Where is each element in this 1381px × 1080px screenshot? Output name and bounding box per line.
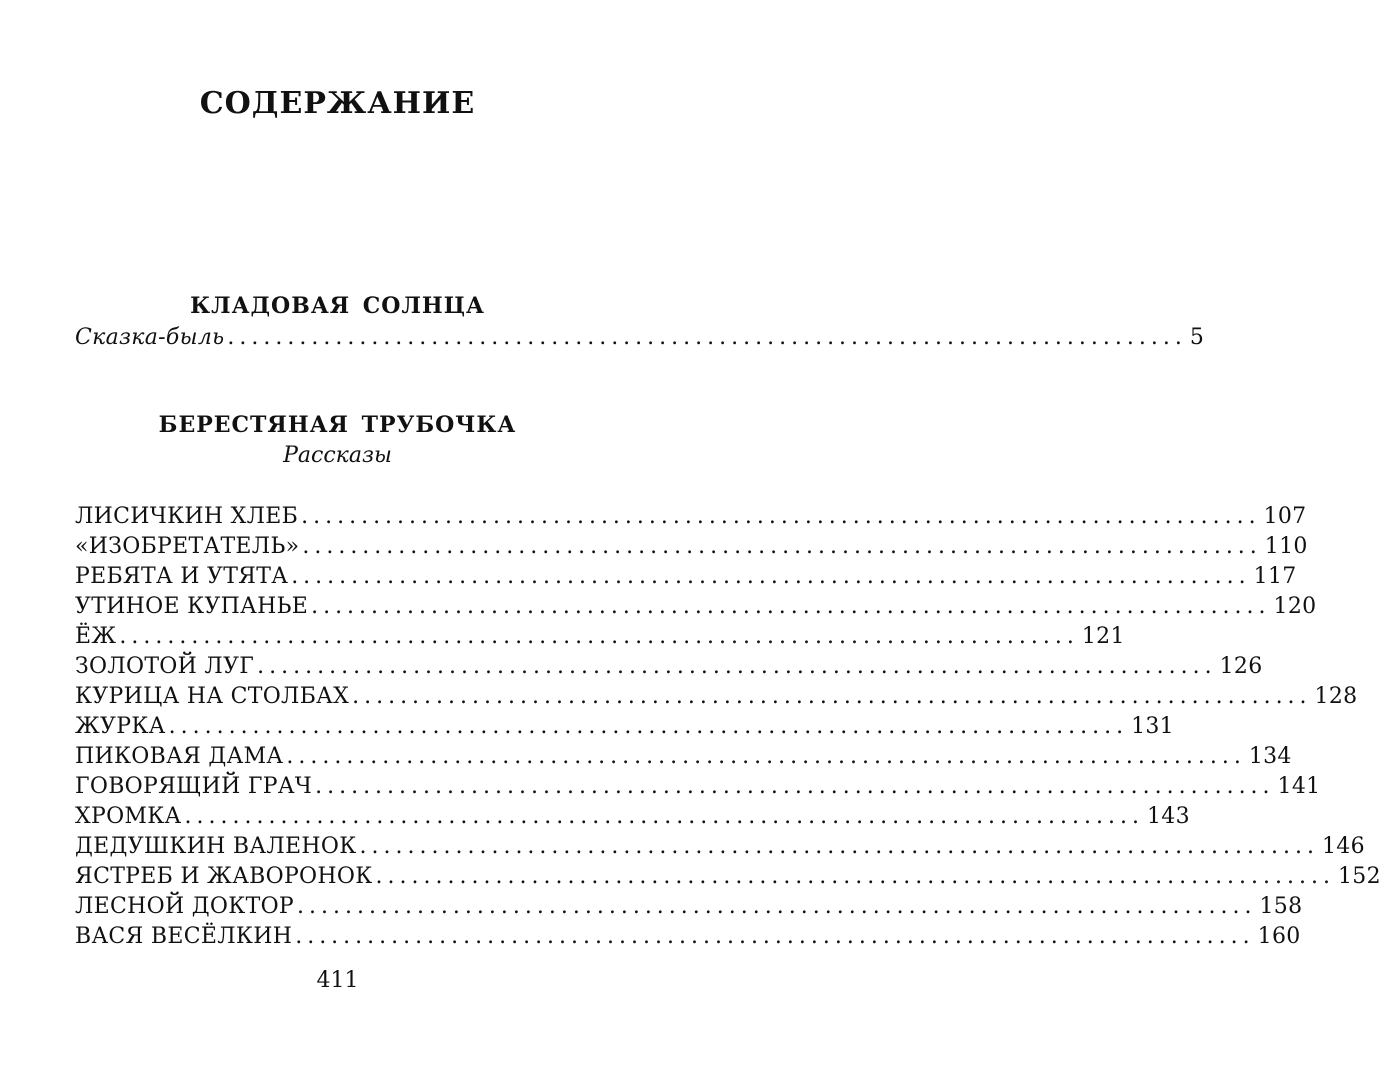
toc-entry[interactable] xyxy=(75,682,1358,712)
toc-entry[interactable] xyxy=(75,323,1205,353)
page-title: СОДЕРЖАНИЕ xyxy=(199,86,476,121)
dot-leader: ................................................................................ xyxy=(315,774,1275,799)
dot-leader: ................................................................................ xyxy=(301,504,1261,529)
toc-entry-title: ЛЕСНОЙ ДОКТОР xyxy=(75,894,295,919)
toc-entry-title: ПИКОВАЯ ДАМА xyxy=(75,744,284,769)
toc-entry[interactable] xyxy=(75,622,1125,652)
toc-entry-page: 110 xyxy=(1264,534,1308,559)
toc-entry[interactable] xyxy=(75,742,1292,772)
dot-leader: ................................................................................ xyxy=(291,564,1251,589)
dot-leader: ................................................................................ xyxy=(311,594,1271,619)
toc-entry-title: ЁЖ xyxy=(75,624,117,649)
toc-entry[interactable] xyxy=(75,652,1263,682)
toc-entry-title: ЛИСИЧКИН ХЛЕБ xyxy=(75,504,299,529)
toc-entry[interactable] xyxy=(75,502,1307,532)
dot-leader: ................................................................................ xyxy=(286,744,1246,769)
toc-entry-title: Сказка-быль xyxy=(75,325,225,350)
toc-entry-page: 141 xyxy=(1277,774,1321,799)
dot-leader: ................................................................................ xyxy=(295,924,1255,949)
dot-leader: ................................................................................ xyxy=(168,714,1129,739)
toc-entry-page: 146 xyxy=(1321,834,1365,859)
toc-entry-title: КУРИЦА НА СТОЛБАХ xyxy=(75,684,350,709)
dot-leader: ................................................................................ xyxy=(227,325,1187,350)
toc-entry[interactable] xyxy=(75,772,1321,802)
toc-entry-title: РЕБЯТА И УТЯТА xyxy=(75,564,289,589)
toc-entry-page: 143 xyxy=(1146,804,1190,829)
toc-entry-page: 160 xyxy=(1257,924,1301,949)
toc-entry-title: ЖУРКА xyxy=(75,714,166,739)
toc-entry-page: 5 xyxy=(1189,325,1205,350)
toc-entry-page: 126 xyxy=(1219,654,1263,679)
toc-entry-title: ВАСЯ ВЕСЁЛКИН xyxy=(75,924,293,949)
page-number: 411 xyxy=(316,968,359,993)
toc-entry-page: 131 xyxy=(1131,714,1174,739)
toc-entry-page: 120 xyxy=(1273,594,1317,619)
dot-leader: ................................................................................ xyxy=(352,684,1312,709)
toc-entry-page: 128 xyxy=(1314,684,1358,709)
dot-leader: ................................................................................ xyxy=(257,654,1217,679)
toc-entry-title: ЗОЛОТОЙ ЛУГ xyxy=(75,654,255,679)
dot-leader: ................................................................................ xyxy=(119,624,1079,649)
toc-entry-page: 107 xyxy=(1263,504,1307,529)
section-heading-kladovaya-solntsa: КЛАДОВАЯ СОЛНЦА xyxy=(190,293,485,319)
toc-entry-page: 117 xyxy=(1253,564,1297,589)
toc-entry-page: 152 xyxy=(1338,864,1381,889)
dot-leader: ................................................................................ xyxy=(184,804,1144,829)
dot-leader: ................................................................................ xyxy=(375,864,1335,889)
toc-entry[interactable] xyxy=(75,592,1317,622)
toc-entry[interactable] xyxy=(75,532,1308,562)
toc-entry[interactable] xyxy=(75,892,1303,922)
toc-entry[interactable] xyxy=(75,862,1381,892)
dot-leader: ................................................................................ xyxy=(359,834,1319,859)
toc-entry-title: ЯСТРЕБ И ЖАВОРОНОК xyxy=(75,864,373,889)
section-subtitle: Рассказы xyxy=(283,443,392,468)
toc-entry[interactable] xyxy=(75,712,1174,742)
toc-entry[interactable] xyxy=(75,802,1190,832)
toc-entry-title: УТИНОЕ КУПАНЬЕ xyxy=(75,594,309,619)
toc-entry[interactable] xyxy=(75,922,1301,952)
section-heading-berestyanaya-trubochka: БЕРЕСТЯНАЯ ТРУБОЧКА xyxy=(158,412,517,438)
dot-leader: ................................................................................ xyxy=(302,534,1262,559)
toc-entry-title: «ИЗОБРЕТАТЕЛЬ» xyxy=(75,534,300,559)
toc-entry-page: 158 xyxy=(1259,894,1303,919)
toc-entry[interactable] xyxy=(75,562,1297,592)
toc-entry-title: ХРОМКА xyxy=(75,804,182,829)
toc-entry-title: ДЕДУШКИН ВАЛЕНОК xyxy=(75,834,357,859)
toc-entry-page: 121 xyxy=(1081,624,1125,649)
toc-entry-page: 134 xyxy=(1248,744,1292,769)
toc-entry[interactable] xyxy=(75,832,1365,862)
toc-entry-title: ГОВОРЯЩИЙ ГРАЧ xyxy=(75,774,313,799)
dot-leader: ................................................................................ xyxy=(297,894,1257,919)
